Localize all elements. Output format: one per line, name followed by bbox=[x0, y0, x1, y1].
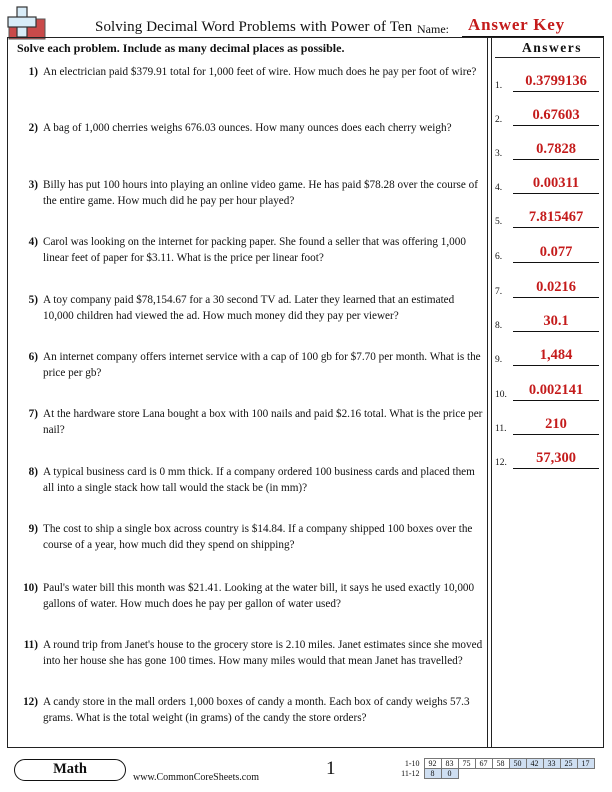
answers-heading: Answers bbox=[522, 40, 582, 55]
answer-4[interactable] bbox=[495, 172, 603, 194]
answers-heading-underline bbox=[495, 57, 600, 58]
score-cell: 8 bbox=[424, 769, 441, 779]
score-cell: 67 bbox=[475, 759, 492, 769]
answer-1[interactable] bbox=[495, 70, 603, 92]
answer-line bbox=[513, 91, 599, 92]
answer-number: 5. bbox=[495, 217, 503, 227]
problem-number: 6) bbox=[28, 351, 38, 363]
answer-line bbox=[513, 297, 599, 298]
score-cell: 50 bbox=[509, 759, 526, 769]
answer-number: 9. bbox=[495, 355, 503, 365]
website-url: www.CommonCoreSheets.com bbox=[133, 772, 260, 783]
score-cell: 33 bbox=[543, 759, 560, 769]
score-row-label: 11-12 bbox=[401, 769, 420, 778]
problem-text: At the hardware store Lana bought a box with 100 nails and paid $2.16 total. What is the price per nail? bbox=[43, 408, 483, 436]
score-cell: 58 bbox=[492, 759, 509, 769]
problem-number: 12) bbox=[23, 696, 38, 708]
answer-number: 10. bbox=[495, 390, 507, 400]
score-cell: 75 bbox=[458, 759, 475, 769]
answer-value: 0.0216 bbox=[536, 279, 576, 295]
score-row bbox=[396, 759, 594, 769]
problem-text: Billy has put 100 hours into playing an online video game. He has paid $78.28 over the course of the entire game. How much did he pay per hour played? bbox=[43, 179, 478, 207]
problem-number: 10) bbox=[23, 582, 38, 594]
score-row-label: 1-10 bbox=[404, 759, 420, 768]
answer-5[interactable] bbox=[495, 206, 603, 228]
answer-value: 0.00311 bbox=[532, 175, 580, 191]
answer-key-label: Answer Key bbox=[468, 15, 565, 34]
answer-value: 30.1 bbox=[543, 313, 569, 329]
answer-7[interactable] bbox=[495, 276, 603, 298]
answer-10[interactable] bbox=[495, 379, 603, 401]
answer-number: 7. bbox=[495, 287, 503, 297]
answer-value: 0.67603 bbox=[532, 107, 580, 123]
problem-number: 5) bbox=[28, 294, 38, 306]
answer-6[interactable] bbox=[495, 241, 603, 263]
problem-text: A bag of 1,000 cherries weighs 676.03 ounces. How many ounces does each cherry weigh? bbox=[43, 122, 452, 134]
problem-number: 3) bbox=[28, 179, 38, 191]
answer-line bbox=[513, 227, 599, 228]
instructions: Solve each problem. Include as many decimal places as possible. bbox=[17, 41, 345, 55]
subject-badge: Math bbox=[14, 759, 126, 781]
math-logo-icon bbox=[6, 5, 46, 41]
problem-text: Paul's water bill this month was $21.41. Looking at the water bill, it says he used exactly 10,000 gallons of water. How much does he pay per gallon of water used? bbox=[43, 582, 475, 610]
score-cell: 0 bbox=[441, 769, 458, 779]
answer-11[interactable] bbox=[495, 413, 603, 435]
answer-value: 57,300 bbox=[536, 450, 576, 466]
problem-text: An internet company offers internet service with a cap of 100 gb for $7.70 per month. What is the price per gb? bbox=[43, 351, 481, 379]
problem-number: 1) bbox=[28, 66, 38, 78]
problem-text: A candy store in the mall orders 1,000 boxes of candy a month. Each box of candy weighs 57.3 grams. What is the total weight (in grams) of the candy the store orders? bbox=[43, 696, 470, 724]
problem-number: 11) bbox=[23, 639, 38, 651]
answer-value: 0.3799136 bbox=[525, 73, 587, 89]
answer-line bbox=[513, 262, 599, 263]
answer-line bbox=[513, 400, 599, 401]
page-number: 1 bbox=[326, 758, 336, 779]
answer-number: 4. bbox=[495, 183, 503, 193]
answer-line bbox=[513, 193, 599, 194]
problem-text: An electrician paid $379.91 total for 1,000 feet of wire. How much does he pay per foot of wire? bbox=[43, 66, 477, 78]
answer-value: 0.7828 bbox=[536, 141, 576, 157]
answer-line bbox=[513, 159, 599, 160]
answer-8[interactable] bbox=[495, 310, 603, 332]
answer-line bbox=[513, 365, 599, 366]
score-cell: 25 bbox=[560, 759, 577, 769]
name-label: Name: bbox=[417, 22, 449, 36]
answer-number: 11. bbox=[495, 424, 507, 434]
problem-text: A round trip from Janet's house to the grocery store is 2.10 miles. Janet estimates since she moved into her house she has gone 100 times. How many miles would that mean Janet has travelled? bbox=[43, 639, 483, 667]
answer-value: 1,484 bbox=[539, 347, 573, 363]
answer-line bbox=[513, 125, 599, 126]
problem-number: 8) bbox=[28, 466, 38, 478]
score-cell: 92 bbox=[424, 759, 441, 769]
answer-12[interactable] bbox=[495, 447, 603, 469]
answer-value: 0.077 bbox=[539, 244, 573, 260]
problem-number: 7) bbox=[28, 408, 38, 420]
answer-number: 8. bbox=[495, 321, 503, 331]
score-cell: 42 bbox=[526, 759, 543, 769]
answer-value: 7.815467 bbox=[528, 209, 584, 225]
score-row bbox=[396, 769, 594, 779]
answer-number: 12. bbox=[495, 458, 507, 468]
answer-number: 3. bbox=[495, 149, 503, 159]
answer-9[interactable] bbox=[495, 344, 603, 366]
problem-text: A toy company paid $78,154.67 for a 30 second TV ad. Later they learned that an estimated 10,000 children had viewed the ad. How much money did they pay per viewer? bbox=[43, 294, 455, 322]
problem-text: Carol was looking on the internet for packing paper. She found a seller that was offering 1,000 linear feet of paper for $3.11. What is the price per linear foot? bbox=[43, 236, 466, 264]
score-table bbox=[396, 758, 595, 779]
answer-line bbox=[513, 331, 599, 332]
answer-value: 210 bbox=[545, 416, 567, 432]
problem-text: The cost to ship a single box across country is $14.84. If a company shipped 100 boxes over the course of a year, how much did they spend on shipping? bbox=[43, 523, 473, 551]
answer-3[interactable] bbox=[495, 138, 603, 160]
worksheet-title: Solving Decimal Word Problems with Power of Ten bbox=[95, 19, 413, 35]
answer-line bbox=[513, 468, 599, 469]
answer-number: 1. bbox=[495, 81, 503, 91]
answer-2[interactable] bbox=[495, 104, 603, 126]
score-cell: 83 bbox=[441, 759, 458, 769]
problem-number: 9) bbox=[28, 523, 38, 535]
score-cell: 17 bbox=[577, 759, 594, 769]
answer-line bbox=[513, 434, 599, 435]
answer-value: 0.002141 bbox=[528, 382, 584, 398]
answer-number: 2. bbox=[495, 115, 503, 125]
column-divider bbox=[487, 37, 492, 748]
problem-number: 4) bbox=[28, 236, 38, 248]
problem-number: 2) bbox=[28, 122, 38, 134]
problem-text: A typical business card is 0 mm thick. If a company ordered 100 business cards and placed them all into a single stack how tall would the stack be (in mm)? bbox=[43, 466, 475, 494]
answer-number: 6. bbox=[495, 252, 503, 262]
